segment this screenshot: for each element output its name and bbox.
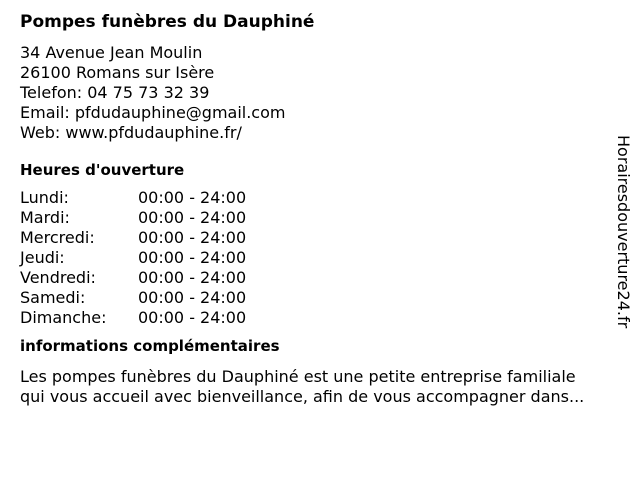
address-city: 26100 Romans sur Isère (20, 63, 215, 82)
business-name: Pompes funèbres du Dauphiné (20, 12, 315, 32)
time-range: 00:00 - 24:00 (138, 268, 247, 287)
hours-heading: Heures d'ouverture (20, 161, 185, 179)
day-label: Lundi: (20, 188, 69, 207)
time-range: 00:00 - 24:00 (138, 208, 247, 227)
phone-text: Telefon: 04 75 73 32 39 (20, 83, 210, 102)
website-text: Web: www.pfdudauphine.fr/ (20, 123, 242, 142)
hours-table (20, 188, 620, 328)
info-line: qui vous accueil avec bienveillance, afin de vous accompagner dans... (20, 387, 585, 406)
info-line: Les pompes funèbres du Dauphiné est une petite entreprise familiale (20, 367, 576, 386)
time-range: 00:00 - 24:00 (138, 288, 247, 307)
time-range: 00:00 - 24:00 (138, 308, 247, 327)
day-label: Dimanche: (20, 308, 107, 327)
hours-row-thursday (20, 248, 620, 268)
time-range: 00:00 - 24:00 (138, 248, 247, 267)
hours-row-saturday (20, 288, 620, 308)
contact-block (20, 43, 620, 143)
hours-row-sunday (20, 308, 620, 328)
day-label: Vendredi: (20, 268, 96, 287)
hours-row-wednesday (20, 228, 620, 248)
time-range: 00:00 - 24:00 (138, 228, 247, 247)
hours-row-tuesday (20, 208, 620, 228)
day-label: Mercredi: (20, 228, 95, 247)
hours-row-friday (20, 268, 620, 288)
time-range: 00:00 - 24:00 (138, 188, 247, 207)
hours-row-monday (20, 188, 620, 208)
address-street: 34 Avenue Jean Moulin (20, 43, 203, 62)
business-card (20, 10, 620, 407)
info-heading: informations complémentaires (20, 337, 280, 355)
site-watermark: Horairesdouverture24.fr (614, 135, 633, 329)
day-label: Samedi: (20, 288, 86, 307)
email-text: Email: pfdudauphine@gmail.com (20, 103, 286, 122)
day-label: Jeudi: (20, 248, 65, 267)
day-label: Mardi: (20, 208, 70, 227)
info-description (20, 367, 620, 407)
